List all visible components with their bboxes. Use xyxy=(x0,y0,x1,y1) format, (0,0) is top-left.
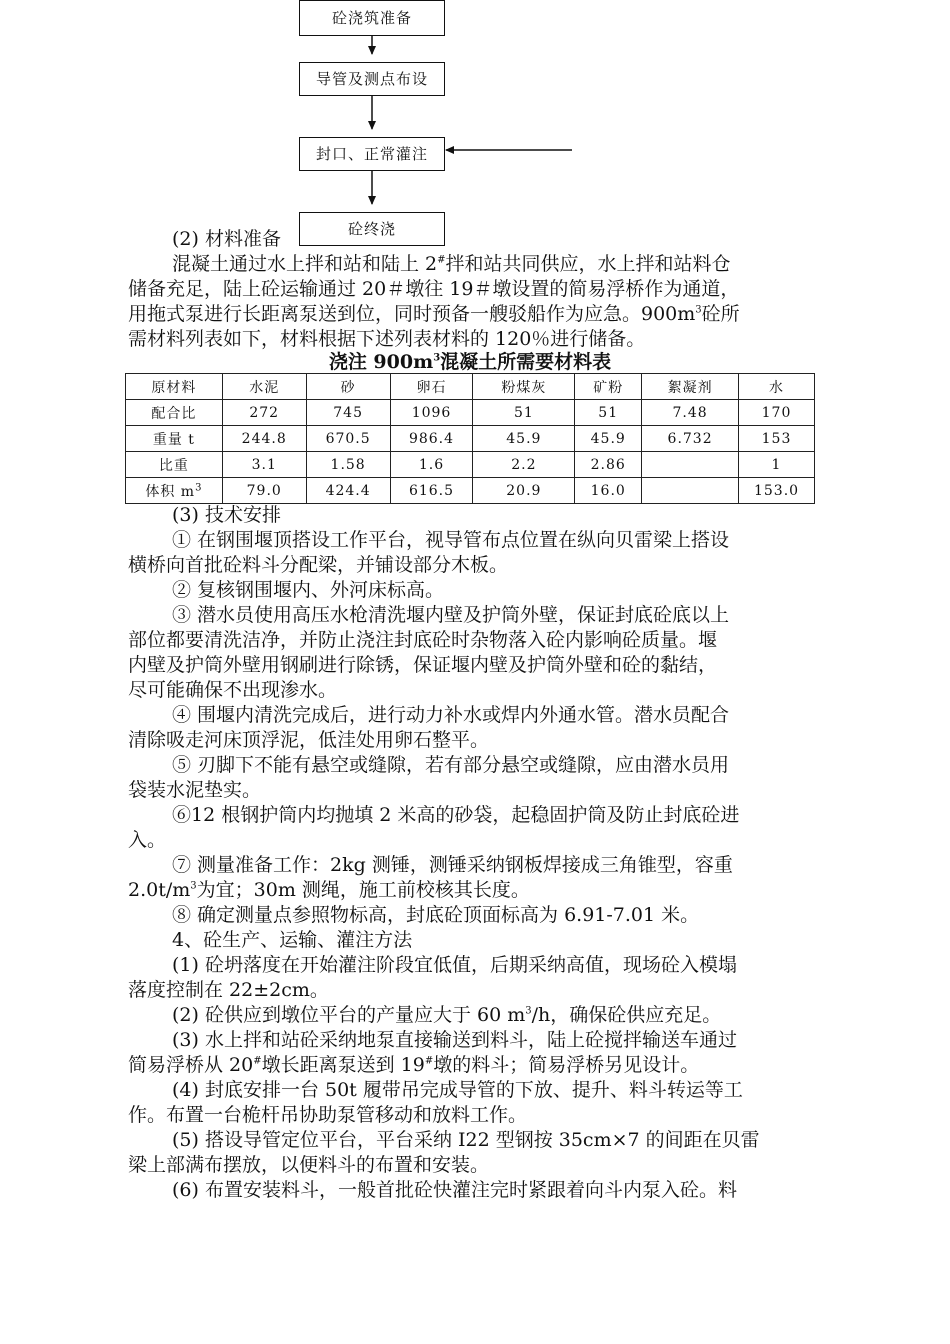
table-row xyxy=(126,452,815,478)
tech-item-2-line-1: ② 复核钢围堰内、外河床标高。 xyxy=(172,579,445,601)
materials-line-4: 需材料列表如下，材料根据下述列表材料的 120％进行储备。 xyxy=(128,328,646,350)
table-cell: 1.58 xyxy=(306,452,390,478)
table-cell: 79.0 xyxy=(222,478,306,504)
tech-item-1-line-2: 横桥向首批砼料斗分配梁，并铺设部分木板。 xyxy=(128,554,509,576)
table-cell: 3.1 xyxy=(222,452,306,478)
table-cell: 重量 t xyxy=(126,426,223,452)
materials-line-1: 混凝土通过水上拌和站和陆上 2#拌和站共同供应，水上拌和站料仓 xyxy=(172,253,731,275)
table-cell: 51 xyxy=(473,400,575,426)
table-cell: 2.86 xyxy=(575,452,642,478)
tech-section xyxy=(128,503,834,928)
table-cell: 配合比 xyxy=(126,400,223,426)
tech-item-6-line-2: 入。 xyxy=(128,829,167,851)
table-cell: 986.4 xyxy=(390,426,473,452)
table-row xyxy=(126,478,815,504)
tech-item-3-line-3: 内壁及护筒外壁用钢刷进行除锈，保证堰内壁及护筒外壁和砼的黏结， xyxy=(128,654,718,676)
table-cell: 424.4 xyxy=(306,478,390,504)
section-4 xyxy=(128,928,834,1203)
table-cell: 244.8 xyxy=(222,426,306,452)
table-cell: 1.6 xyxy=(390,452,473,478)
tech-item-3-line-1: ③ 潜水员使用高压水枪清洗堰内壁及护筒外壁，保证封底砼底以上 xyxy=(172,604,730,626)
table-cell: 原材料 xyxy=(126,374,223,400)
table-cell: 1 xyxy=(739,452,815,478)
table-cell: 6.732 xyxy=(642,426,739,452)
tech-item-6-line-1: ⑥12 根钢护筒内均抛填 2 米高的砂袋，起稳固护筒及防止封底砼进 xyxy=(172,804,740,826)
table-cell: 粉煤灰 xyxy=(473,374,575,400)
section-4-p4-line-1: (4) 封底安排一台 50t 履带吊完成导管的下放、提升、料斗转运等工 xyxy=(172,1079,743,1101)
section-4-p3-line-1: (3) 水上拌和站砼采纳地泵直接输送到料斗，陆上砼搅拌输送车通过 xyxy=(172,1029,737,1051)
table-cell: 7.48 xyxy=(642,400,739,426)
table-cell: 745 xyxy=(306,400,390,426)
table-cell: 272 xyxy=(222,400,306,426)
table-cell: 153.0 xyxy=(739,478,815,504)
table-cell: 16.0 xyxy=(575,478,642,504)
table-header-row xyxy=(126,374,815,400)
materials-line-3: 用拖式泵进行长距离泵送到位，同时预备一艘驳船作为应急。$900m^3$砼所 xyxy=(128,303,740,325)
section-4-p1-line-2: 落度控制在 22±2cm。 xyxy=(128,979,329,1001)
table-cell: 170 xyxy=(739,400,815,426)
table-row xyxy=(126,426,815,452)
table-row xyxy=(126,400,815,426)
table-cell: 水泥 xyxy=(222,374,306,400)
table-cell: 水 xyxy=(739,374,815,400)
table-cell: 670.5 xyxy=(306,426,390,452)
table-cell: 砂 xyxy=(306,374,390,400)
materials-heading: (2) 材料准备 xyxy=(172,228,281,250)
materials-section xyxy=(128,227,834,352)
table-cell xyxy=(642,478,739,504)
table-cell: 20.9 xyxy=(473,478,575,504)
table-cell: 矿粉 xyxy=(575,374,642,400)
table-cell: 卵石 xyxy=(390,374,473,400)
table-cell: 2.2 xyxy=(473,452,575,478)
tech-item-8: ⑧ 确定测量点参照物标高，封底砼顶面标高为 6.91-7.01 米。 xyxy=(172,904,700,926)
tech-item-5-line-2: 袋装水泥垫实。 xyxy=(128,779,262,801)
section-4-p3-line-2: 简易浮桥从 20#墩长距离泵送到 19#墩的料斗；简易浮桥另见设计。 xyxy=(128,1054,700,1076)
tech-item-3-line-4: 尽可能确保不出现渗水。 xyxy=(128,679,338,701)
materials-table xyxy=(125,373,815,504)
tech-item-4-line-1: ④ 围堰内清洗完成后，进行动力补水或焊内外通水管。潜水员配合 xyxy=(172,704,730,726)
section-4-heading: 4、砼生产、运输、灌注方法 xyxy=(172,929,413,951)
table-cell: 比重 xyxy=(126,452,223,478)
tech-item-1-line-1: ① 在钢围堰顶搭设工作平台，视导管布点位置在纵向贝雷梁上搭设 xyxy=(172,529,730,551)
table-cell: 45.9 xyxy=(575,426,642,452)
tech-item-3-line-2: 部位都要清洗洁净，并防止浇注封底砼时杂物落入砼内影响砼质量。堰 xyxy=(128,629,718,651)
flow-step-seal-pour: 封口、正常灌注 xyxy=(299,137,445,171)
table-title: 浇注 $900m^3$混凝土所需要材料表 xyxy=(328,351,612,373)
section-4-p1-line-1: (1) 砼坍落度在开始灌注阶段宜低值，后期采纳高值，现场砼入模塌 xyxy=(172,954,737,976)
table-cell: 51 xyxy=(575,400,642,426)
materials-line-2: 储备充足，陆上砼运输通过 20＃墩往 19＃墩设置的简易浮桥作为通道， xyxy=(128,278,740,300)
table-cell xyxy=(642,452,739,478)
flowchart-connectors xyxy=(0,0,950,260)
table-cell: 1096 xyxy=(390,400,473,426)
tech-heading: (3) 技术安排 xyxy=(172,504,281,526)
section-4-p4-line-2: 作。布置一台桅杆吊协助泵管移动和放料工作。 xyxy=(128,1104,528,1126)
tech-item-5-line-1: ⑤ 刃脚下不能有悬空或缝隙，若有部分悬空或缝隙，应由潜水员用 xyxy=(172,754,730,776)
flow-step-prepare: 砼浇筑准备 xyxy=(299,0,445,36)
table-cell: 体积 $m^3$ xyxy=(126,478,223,504)
section-4-p2: (2) 砼供应到墩位平台的产量应大于 60 $m^3/h$，确保砼供应充足。 xyxy=(172,1004,722,1026)
flow-step-final-pour: 砼终浇 xyxy=(299,212,445,246)
section-4-p6: (6) 布置安装料斗，一般首批砼快灌注完时紧跟着向斗内泵入砼。料 xyxy=(172,1179,737,1201)
tech-item-7-line-1: ⑦ 测量准备工作：2kg 测锤，测锤采纳钢板焊接成三角锥型，容重 xyxy=(172,854,733,876)
section-4-p5-line-2: 梁上部满布摆放，以便料斗的布置和安装。 xyxy=(128,1154,490,1176)
flow-step-pipe-layout: 导管及测点布设 xyxy=(299,62,445,96)
table-cell: 616.5 xyxy=(390,478,473,504)
tech-item-4-line-2: 清除吸走河床顶浮泥，低洼处用卵石整平。 xyxy=(128,729,490,751)
section-4-p5-line-1: (5) 搭设导管定位平台，平台采纳 I22 型钢按 35cm×7 的间距在贝雷 xyxy=(172,1129,760,1151)
tech-item-7-line-2: $2.0t/m^3$为宜；30m 测绳，施工前校核其长度。 xyxy=(128,879,530,901)
table-cell: 45.9 xyxy=(473,426,575,452)
table-cell: 153 xyxy=(739,426,815,452)
table-cell: 絮凝剂 xyxy=(642,374,739,400)
